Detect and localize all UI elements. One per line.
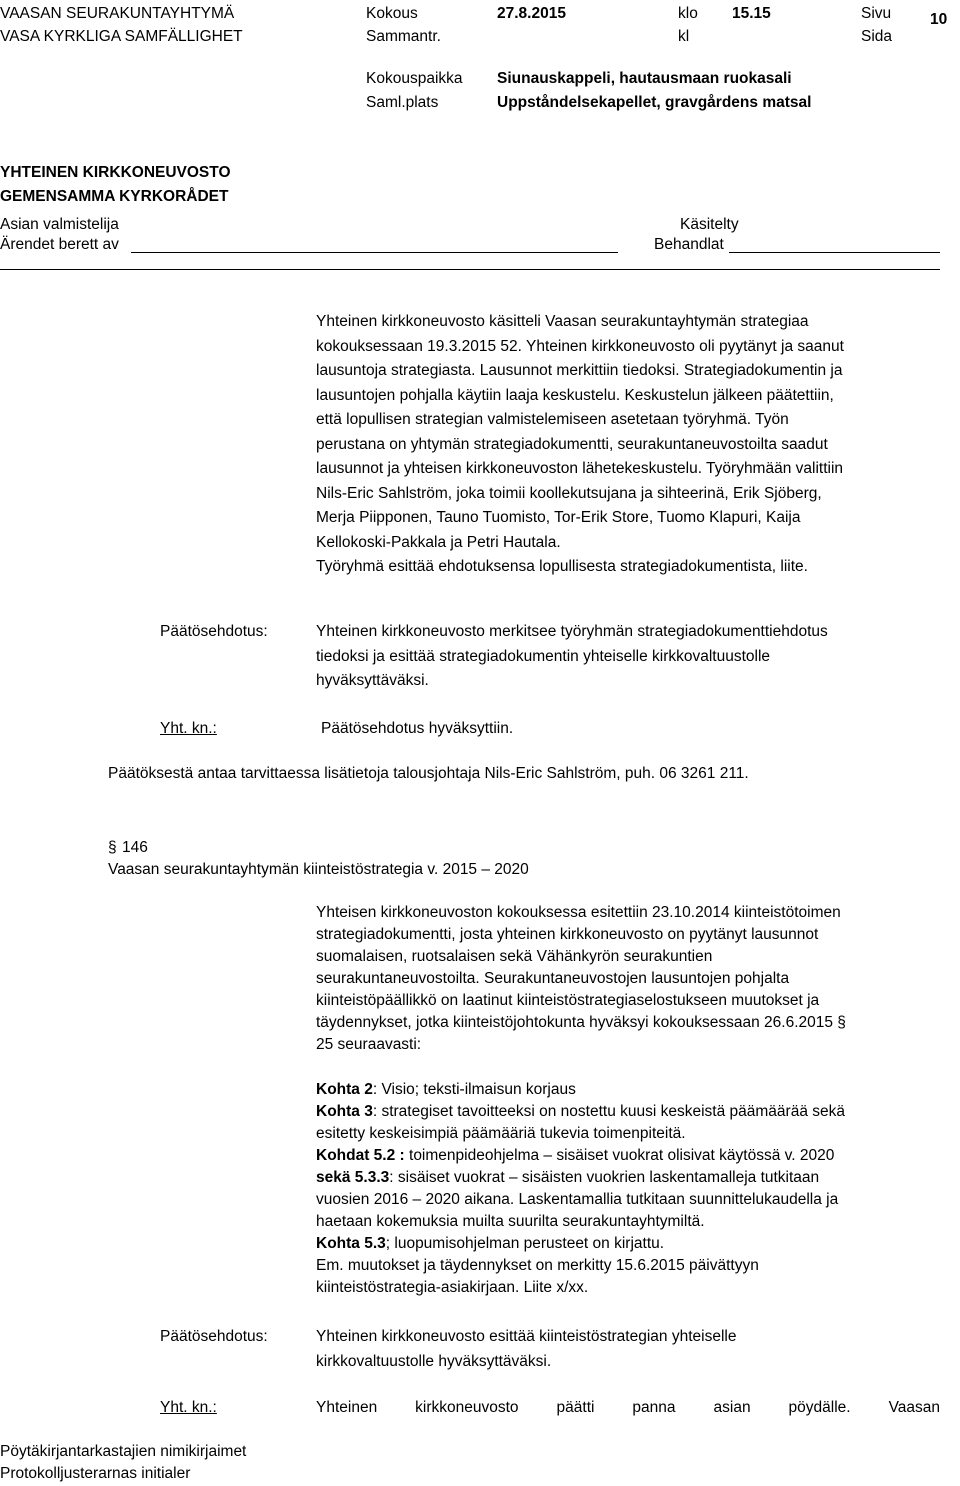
text-line: kirkkovaltuustolle hyväksyttäväksi. <box>316 1352 552 1370</box>
text-line: Yhteinen kirkkoneuvosto käsitteli Vaasan seurakuntayhtymän strategiaa <box>316 313 809 330</box>
proposal-label-2: Päätösehdotus: <box>160 1328 268 1345</box>
decision-text: Päätösehdotus hyväksyttiin. <box>321 720 514 737</box>
text-line: hyväksyttäväksi. <box>316 672 429 689</box>
place-sv: Uppståndelsekapellet, gravgårdens matsal <box>497 94 812 111</box>
proposal-text <box>316 620 940 694</box>
footer-initials-fi: Pöytäkirjantarkastajien nimikirjaimet <box>0 1443 247 1460</box>
item-k3 <box>316 1101 940 1123</box>
org-name-sv: VASA KYRKLIGA SAMFÄLLIGHET <box>0 28 243 45</box>
item-k2 <box>316 1079 940 1101</box>
item-text: : sisäiset vuokrat – sisäisten vuokrien laskentamalleja tutkitaan <box>389 1169 820 1186</box>
item-label: Kohta 5.3 <box>316 1235 386 1252</box>
page-label-fi: Sivu <box>861 5 892 22</box>
text-line: seurakuntaneuvostoilta. Seurakuntaneuvostojen lausuntojen pohjalta <box>316 970 790 987</box>
item-k52 <box>316 1145 940 1167</box>
text-line: että lopullisen strategian valmistelemiseen asetetaan työryhmä. Työn <box>316 411 789 428</box>
handled-label-sv: Behandlat <box>654 236 724 253</box>
text-line: vuosien 2016 – 2020 aikana. Laskentamallia tutkitaan suunnittelukaudella ja <box>316 1191 839 1208</box>
section1-paragraph <box>316 310 940 580</box>
place-label-sv: Saml.plats <box>366 94 439 111</box>
text-line: lausuntojen pohjalla käytiin laaja keskustelu. Keskustelun jälkeen päätettiin, <box>316 386 834 404</box>
text-line: 25 seuraavasti: <box>316 1036 422 1053</box>
decision-label: Yht. kn.: <box>160 720 217 737</box>
section-title: Vaasan seurakuntayhtymän kiinteistöstrategia v. 2015 – 2020 <box>108 861 529 878</box>
text-line: suomalaisen, ruotsalaisen sekä Vähänkyrön seurakuntien <box>316 948 713 965</box>
item-text: toimenpideohjelma – sisäiset vuokrat olisivat käytössä v. 2020 <box>404 1147 835 1164</box>
preparer-label-sv: Ärendet berett av <box>0 236 119 253</box>
proposal-label: Päätösehdotus: <box>160 623 268 640</box>
body-name-sv: GEMENSAMMA KYRKORÅDET <box>0 188 229 205</box>
header-divider <box>0 269 940 270</box>
page-number: 10 <box>930 11 948 28</box>
item-label: Kohdat 5.2 : <box>316 1147 405 1164</box>
text-line: tiedoksi ja esittää strategiadokumentin yhteiselle kirkkovaltuustolle <box>316 647 771 665</box>
text-line: kiinteistöstrategia-asiakirjaan. Liite x/xx. <box>316 1279 589 1296</box>
text-line: kokouksessaan 19.3.2015 52. Yhteinen kirkkoneuvosto oli pyytänyt ja saanut <box>316 337 844 355</box>
text-line: Työryhmä esittää ehdotuksensa lopullisesta strategiadokumentista, liite. <box>316 558 808 575</box>
section2-items <box>316 1079 940 1299</box>
section-number: 146 <box>122 839 148 856</box>
meeting-time: 15.15 <box>732 5 771 22</box>
body-name-fi: YHTEINEN KIRKKONEUVOSTO <box>0 164 231 181</box>
handled-line <box>729 252 940 253</box>
footer-initials-sv: Protokolljusterarnas initialer <box>0 1465 191 1482</box>
text-line: lausuntoja strategiasta. Lausunnot merkittiin tiedoksi. Strategiadokumentin ja <box>316 362 843 379</box>
text-line: haetaan kokemuksia muilta suurilta seurakuntayhtymiltä. <box>316 1213 705 1230</box>
text-line: esitetty keskeisimpiä päämääriä tukevia toimenpiteitä. <box>316 1125 686 1142</box>
text-line: Em. muutokset ja täydennykset on merkitty 15.6.2015 päivättyyn <box>316 1257 759 1274</box>
item-label: Kohta 3 <box>316 1103 373 1120</box>
page-label-sv: Sida <box>861 28 893 45</box>
section2-intro <box>316 902 940 1056</box>
text-line: Kellokoski-Pakkala ja Petri Hautala. <box>316 533 561 551</box>
text-line: Nils-Eric Sahlström, joka toimii koollekutsujana ja sihteerinä, Erik Sjöberg, <box>316 484 822 502</box>
item-k533 <box>316 1167 940 1189</box>
place-label-fi: Kokouspaikka <box>366 70 463 87</box>
decision-text-2 <box>316 1396 940 1420</box>
item-text: ; luopumisohjelman perusteet on kirjattu. <box>385 1235 665 1252</box>
time-label-sv: kl <box>678 28 690 45</box>
contact-info: Päätöksestä antaa tarvittaessa lisätietoja talousjohtaja Nils-Eric Sahlström, puh. 06 3261 211. <box>108 765 749 782</box>
text-line: lausunnot ja yhteisen kirkkoneuvoston lähetekeskustelu. Työryhmään valittiin <box>316 460 844 477</box>
meeting-date: 27.8.2015 <box>497 5 566 22</box>
text-line: Yhteisen kirkkoneuvoston kokouksessa esitettiin 23.10.2014 kiinteistötoimen <box>316 904 841 921</box>
proposal-text-2 <box>316 1325 940 1374</box>
item-label: sekä 5.3.3 <box>316 1169 390 1186</box>
text-line: Yhteinen kirkkoneuvosto esittää kiinteistöstrategian yhteiselle <box>316 1328 737 1345</box>
text-line: Yhteinen kirkkoneuvosto päätti panna asian pöydälle. Vaasan <box>316 1399 940 1416</box>
text-line: Merja Piipponen, Tauno Tuomisto, Tor-Erik Store, Tuomo Klapuri, Kaija <box>316 509 801 526</box>
org-name-fi: VAASAN SEURAKUNTAYHTYMÄ <box>0 5 235 22</box>
item-text: : Visio; teksti-ilmaisun korjaus <box>372 1081 576 1098</box>
meeting-label-sv: Sammantr. <box>366 28 441 45</box>
item-text: : strategiset tavoitteeksi on nostettu kuusi keskeistä päämäärää sekä <box>372 1103 845 1120</box>
item-label: Kohta 2 <box>316 1081 373 1098</box>
meeting-label-fi: Kokous <box>366 5 418 22</box>
preparer-line <box>131 252 618 253</box>
time-label-fi: klo <box>678 5 698 22</box>
preparer-label-fi: Asian valmistelija <box>0 216 119 233</box>
text-line: strategiadokumentti, josta yhteinen kirkkoneuvosto on pyytänyt lausunnot <box>316 926 819 943</box>
handled-label-fi: Käsitelty <box>680 216 739 233</box>
section-paragraph-mark: § <box>108 839 117 856</box>
text-line: Yhteinen kirkkoneuvosto merkitsee työryhmän strategiadokumenttiehdotus <box>316 623 828 640</box>
text-line: perustana on yhtymän strategiadokumentti, seurakuntaneuvostoilta saadut <box>316 435 828 453</box>
place-fi: Siunauskappeli, hautausmaan ruokasali <box>497 70 792 87</box>
item-k53 <box>316 1233 940 1255</box>
text-line: kiinteistöpäällikkö on laatinut kiinteistöstrategiaselostukseen muutokset ja <box>316 992 820 1009</box>
decision-label-2: Yht. kn.: <box>160 1399 217 1416</box>
text-line: täydennykset, jotka kiinteistöjohtokunta hyväksyi kokouksessaan 26.6.2015 § <box>316 1014 846 1031</box>
